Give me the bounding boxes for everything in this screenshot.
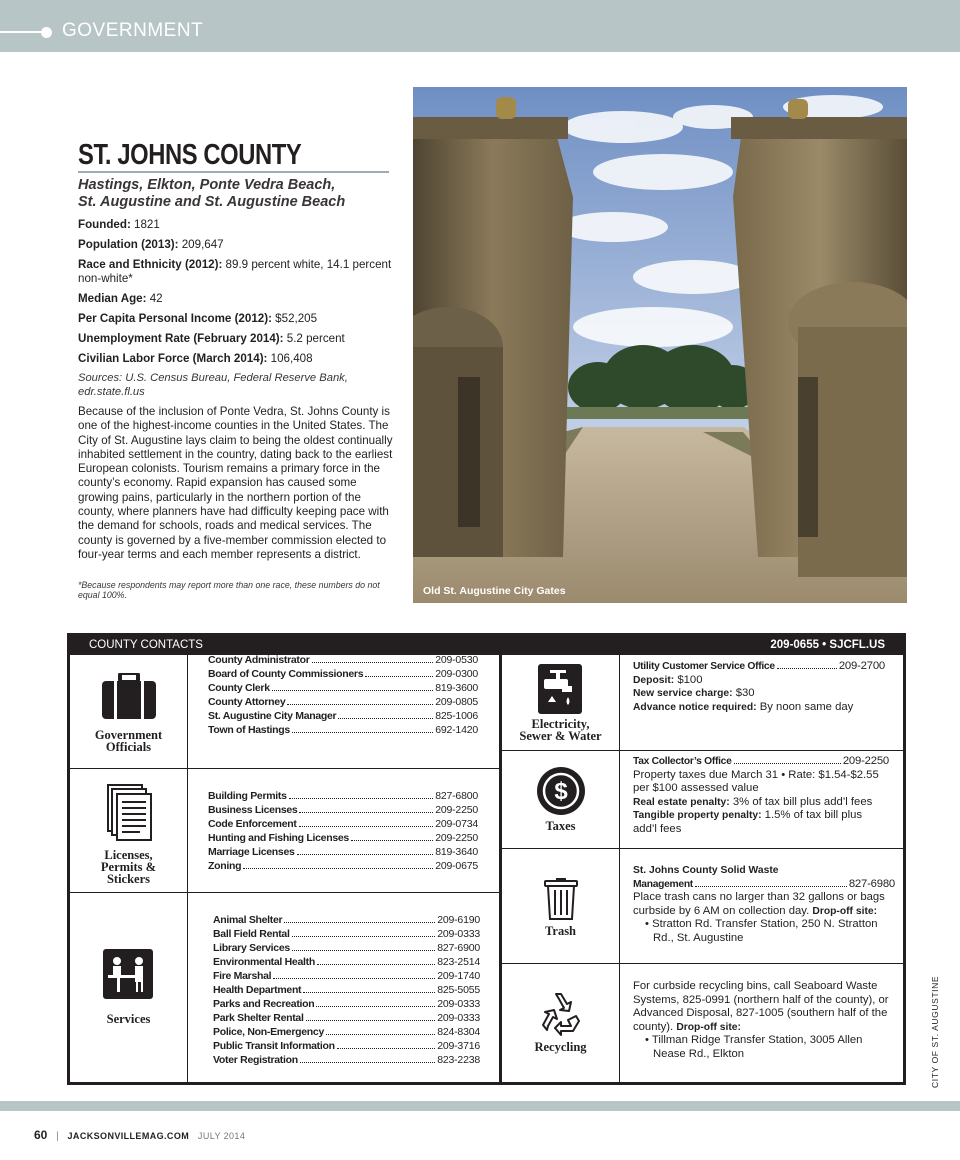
contact-phone: 827-6800 <box>435 790 478 802</box>
detail-label: Real estate penalty: <box>633 796 730 808</box>
svg-text:$: $ <box>554 778 568 805</box>
contact-phone: 827-6900 <box>437 942 480 954</box>
utility-deposit <box>633 674 885 688</box>
contact-phone: 209-0333 <box>437 1012 480 1024</box>
detail-value: By noon same day <box>756 700 854 713</box>
contact-name: County Administrator <box>208 654 310 666</box>
contact-phone: 209-6190 <box>437 914 480 926</box>
contact-phone: 209-0333 <box>437 928 480 940</box>
services-contact-list <box>213 913 480 1067</box>
contact-phone: 209-0333 <box>437 998 480 1010</box>
fact-value: 42 <box>146 292 163 305</box>
contact-phone: 209-2250 <box>842 755 889 767</box>
contact-phone: 209-2250 <box>435 832 478 844</box>
fact-label: Founded: <box>78 218 131 231</box>
dollar-icon <box>536 766 586 816</box>
trash-instructions <box>633 891 895 918</box>
utility-service-charge <box>633 687 885 701</box>
photo-credit: CITY OF ST. AUGUSTINE <box>930 975 940 1088</box>
contact-row <box>633 660 885 674</box>
contact-name: Health Department <box>213 984 302 996</box>
contact-row <box>213 983 480 997</box>
trash-dropoff-site: • Stratton Rd. Transfer Station, 250 N. Stratton Rd., St. Augustine <box>645 918 878 944</box>
magazine-url: JACKSONVILLEMAG.COM <box>67 1131 190 1141</box>
contact-row <box>208 695 478 709</box>
contact-phone: 825-5055 <box>437 984 480 996</box>
footnote: *Because respondents may report more than one race, these numbers do not equal 100%. <box>78 580 380 600</box>
recycling-instructions <box>633 980 895 1034</box>
contact-row <box>208 859 478 873</box>
trash-details <box>633 864 895 945</box>
contact-phone: 209-2250 <box>435 804 478 816</box>
section-header-band <box>0 0 960 52</box>
trash-heading <box>633 864 895 878</box>
contact-name: Public Transit Information <box>213 1040 335 1052</box>
recycling-dropoff-site: • Tillman Ridge Transfer Station, 3005 Allen Nease Rd., Elkton <box>645 1034 863 1060</box>
contact-phone: 209-1740 <box>437 970 480 982</box>
contact-name: Business Licenses <box>208 804 298 816</box>
documents-icon <box>107 784 153 842</box>
contact-row <box>208 723 478 737</box>
detail-value: Place trash cans no larger than 32 gallons or bags curbside by 6 AM on collection day. <box>633 891 885 917</box>
grid-line <box>70 768 499 769</box>
fact-value: 5.2 percent <box>283 332 345 345</box>
header-dot <box>41 27 52 38</box>
fact-population <box>78 238 398 252</box>
contact-name: St. Augustine City Manager <box>208 710 337 722</box>
detail-label: Drop-off site: <box>676 1021 741 1033</box>
fact-label: Population (2013): <box>78 238 179 251</box>
detail-value: $30 <box>732 687 755 699</box>
contact-row <box>213 1053 480 1067</box>
detail-value: Tillman Ridge Transfer Station, 3005 Allen Nease Rd., Elkton <box>651 1034 863 1060</box>
city-gates-photo <box>413 87 907 603</box>
footer-separator: | <box>56 1131 59 1142</box>
fact-unemployment <box>78 332 398 346</box>
contact-name: Fire Marshal <box>213 970 272 982</box>
fact-label: Civilian Labor Force (March 2014): <box>78 352 268 365</box>
article-subtitle <box>78 177 398 211</box>
issue-date: JULY 2014 <box>197 1131 246 1141</box>
contact-phone: 819-3640 <box>435 846 478 858</box>
header-rule <box>0 31 46 33</box>
contact-phone: 824-8304 <box>437 1026 480 1038</box>
contact-row <box>633 878 895 892</box>
recycling-icon <box>538 990 584 1036</box>
contact-name: Police, Non-Emergency <box>213 1026 324 1038</box>
fact-income <box>78 312 398 326</box>
subtitle-line: Hastings, Elkton, Ponte Vedra Beach, <box>78 177 336 193</box>
fact-founded <box>78 218 398 232</box>
contact-row <box>213 1011 480 1025</box>
contact-row <box>208 653 478 667</box>
fact-list <box>78 218 398 372</box>
contacts-header-phone-url: 209-0655 • SJCFL.US <box>770 639 885 651</box>
contact-row <box>208 789 478 803</box>
article-title: ST. JOHNS COUNTY <box>78 139 302 171</box>
contact-phone: 827-6980 <box>848 877 895 890</box>
government-contact-list <box>208 653 478 737</box>
county-contacts-table <box>67 633 906 1085</box>
grid-line <box>502 750 903 751</box>
contact-name: Animal Shelter <box>213 914 283 926</box>
utility-advance-notice <box>633 701 885 715</box>
contact-phone: 209-0805 <box>435 696 478 708</box>
contact-row <box>208 803 478 817</box>
tangible-penalty <box>633 809 889 836</box>
contact-name: Environmental Health <box>213 956 315 968</box>
contact-name: Library Services <box>213 942 290 954</box>
fact-value: 89.9 percent white, 14.1 percent non-white* <box>78 258 392 285</box>
contact-phone: 209-0734 <box>435 818 478 830</box>
page-footer <box>34 1128 245 1142</box>
category-licenses <box>70 849 187 885</box>
contact-row <box>208 831 478 845</box>
utilities-details <box>633 660 885 714</box>
detail-value: For curbside recycling bins, call Seaboard Waste Systems, 825-0991 (northern half of the county), or Advanced Disposal, 827-1005 (southern half of the county). <box>633 980 889 1033</box>
fact-labor-force <box>78 352 398 366</box>
category-recycling: Recycling <box>534 1040 587 1054</box>
title-rule <box>78 171 389 173</box>
detail-label: Deposit: <box>633 674 675 686</box>
section-label: GOVERNMENT <box>62 20 204 41</box>
contact-phone: 825-1006 <box>435 710 478 722</box>
detail-value: Stratton Rd. Transfer Station, 250 N. Stratton Rd., St. Augustine <box>652 918 878 944</box>
category-label: Sewer & Water <box>519 729 602 743</box>
contact-row <box>213 913 480 927</box>
tax-rate-line: Property taxes due March 31 • Rate: $1.54-$2.55 <box>633 768 879 781</box>
briefcase-icon <box>102 673 156 719</box>
contact-name: Management <box>633 878 693 890</box>
contact-row <box>208 709 478 723</box>
category-label: Licenses, <box>104 848 153 862</box>
footer-band <box>0 1101 960 1111</box>
faucet-icon <box>538 664 582 714</box>
detail-label: Drop-off site: <box>812 905 878 917</box>
contact-row <box>213 955 480 969</box>
contact-phone: 209-0675 <box>435 860 478 872</box>
taxes-details <box>633 755 889 836</box>
fact-value: $52,205 <box>271 312 318 325</box>
tax-rate-line: per $100 assessed value <box>633 782 759 794</box>
contacts-header <box>70 636 903 655</box>
category-trash: Trash <box>544 924 577 938</box>
article-body: Because of the inclusion of Ponte Vedra, St. Johns County is one of the highest-income counties in the United States. The City of St. Augustine lays claim to being the oldest continually inhabited settlement in the country, dating back to the earliest European colonists. Tourism remains a primary force in the county’s economy. Rapid expansion has caused some growing pains, particularly in the northern portion of the county, where planners have had difficulty keeping pace with the demand for schools, roads and medical services. The county is governed by a five-member commission elected to four-year terms and each member represents a district. <box>78 405 393 561</box>
contact-phone: 819-3600 <box>435 682 478 694</box>
category-label: Government <box>94 728 163 742</box>
fact-value: 1821 <box>130 218 160 231</box>
contact-name: Building Permits <box>208 790 287 802</box>
grid-line <box>187 655 188 1082</box>
contact-phone: 209-2700 <box>838 660 885 672</box>
fact-label: Median Age: <box>78 292 147 305</box>
contact-name: Parks and Recreation <box>213 998 315 1010</box>
fact-value: 106,408 <box>267 352 313 365</box>
contact-name: County Clerk <box>208 682 270 694</box>
contact-name: Marriage Licenses <box>208 846 295 858</box>
contact-name: Hunting and Fishing Licenses <box>208 832 349 844</box>
contact-name: Utility Customer Service Office <box>633 661 775 672</box>
licenses-contact-list <box>208 789 478 873</box>
contacts-header-title: COUNTY CONTACTS <box>89 639 203 651</box>
contact-row <box>208 817 478 831</box>
fact-race <box>78 258 398 286</box>
category-label: Officials <box>105 740 152 754</box>
contact-name: Tax Collector’s Office <box>633 756 732 767</box>
photo-caption: Old St. Augustine City Gates <box>423 585 566 597</box>
detail-value: 1.5% of tax bill plus add’l fees <box>633 809 863 835</box>
contact-phone: 823-2238 <box>437 1054 480 1066</box>
subtitle-line: St. Augustine and St. Augustine Beach <box>78 194 346 210</box>
contact-row <box>208 681 478 695</box>
service-desk-icon <box>103 949 153 999</box>
category-services: Services <box>106 1012 151 1026</box>
contact-row <box>213 927 480 941</box>
contact-row <box>213 941 480 955</box>
contact-row <box>213 1039 480 1053</box>
grid-line <box>502 963 903 964</box>
fact-label: Unemployment Rate (February 2014): <box>78 332 284 345</box>
contact-row <box>213 969 480 983</box>
page-number: 60 <box>34 1128 48 1142</box>
recycling-details <box>633 980 895 1061</box>
contact-row <box>213 1025 480 1039</box>
contact-name: County Attorney <box>208 696 286 708</box>
detail-value: 3% of tax bill plus add’l fees <box>729 795 873 808</box>
detail-value: $100 <box>674 673 703 686</box>
real-estate-penalty <box>633 796 889 810</box>
contact-name: Code Enforcement <box>208 818 297 830</box>
category-utilities <box>502 718 619 742</box>
fact-value: 209,647 <box>178 238 224 251</box>
contact-name: Board of County Commissioners <box>208 668 364 680</box>
contact-row <box>208 845 478 859</box>
contact-row <box>213 997 480 1011</box>
contact-row <box>633 755 889 769</box>
fact-label: Per Capita Personal Income (2012): <box>78 312 272 325</box>
trash-can-icon <box>544 875 578 921</box>
contact-phone: 209-0530 <box>435 654 478 666</box>
detail-label: Advance notice required: <box>633 701 757 713</box>
sources-note: Sources: U.S. Census Bureau, Federal Reserve Bank, edr.state.fl.us <box>78 372 348 398</box>
contact-name: Ball Field Rental <box>213 928 290 940</box>
grid-line <box>70 892 499 893</box>
contact-phone: 209-3716 <box>437 1040 480 1052</box>
contact-name: St. Johns County Solid Waste <box>633 865 779 876</box>
category-label: Stickers <box>106 872 151 886</box>
category-label: Electricity, <box>531 717 590 731</box>
detail-label: New service charge: <box>633 688 733 699</box>
category-taxes: Taxes <box>545 819 576 833</box>
contact-name: Zoning <box>208 860 242 872</box>
grid-line <box>502 848 903 849</box>
contact-row <box>208 667 478 681</box>
fact-label: Race and Ethnicity (2012): <box>78 258 223 271</box>
contact-name: Park Shelter Rental <box>213 1012 304 1024</box>
contact-name: Voter Registration <box>213 1054 298 1066</box>
grid-line <box>619 655 620 1082</box>
fact-median-age <box>78 292 398 306</box>
contact-phone: 823-2514 <box>437 956 480 968</box>
category-label: Permits & <box>100 860 157 874</box>
contact-phone: 692-1420 <box>435 724 478 736</box>
contact-phone: 209-0300 <box>435 668 478 680</box>
detail-label: Tangible property penalty: <box>633 810 762 821</box>
contact-name: Town of Hastings <box>208 724 290 736</box>
category-government <box>70 729 187 753</box>
